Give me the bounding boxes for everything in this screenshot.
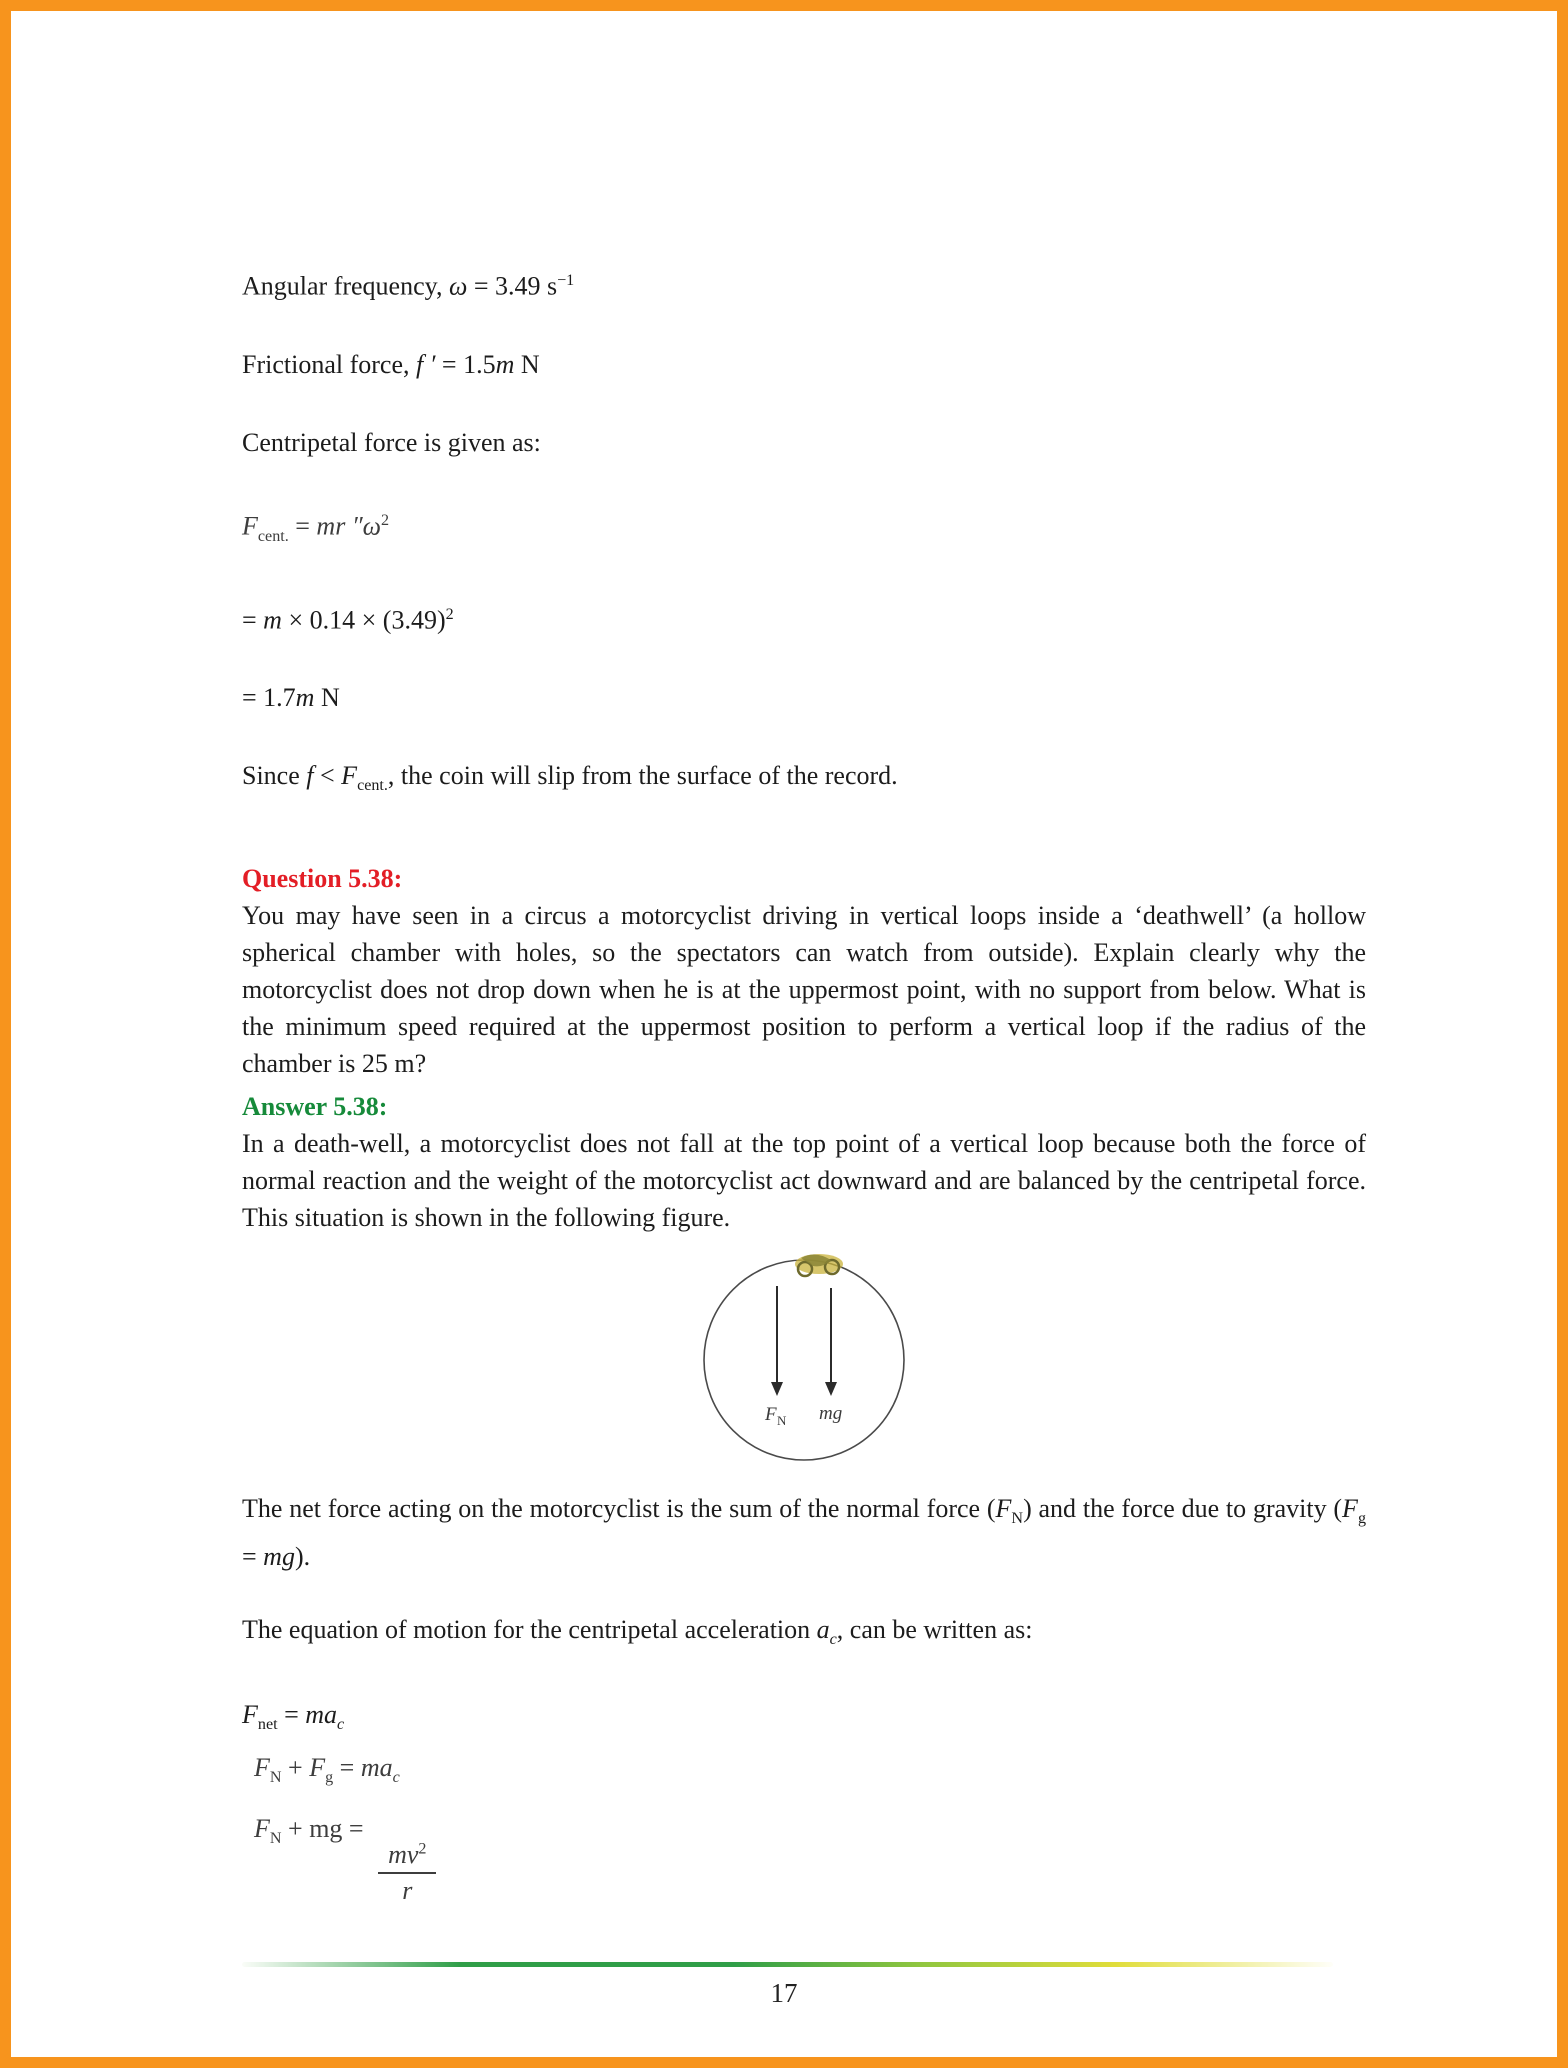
math-var-f: f ′ xyxy=(416,349,436,379)
math-var-m: m xyxy=(263,605,282,635)
text-fragment: + mg = xyxy=(281,1814,371,1844)
fraction-numerator xyxy=(378,1840,436,1874)
text-fragment: ). xyxy=(294,1541,311,1571)
equation-centripetal xyxy=(242,502,1366,555)
centripetal-intro-line: Centripetal force is given as: xyxy=(242,427,541,457)
math-var-mv: mv xyxy=(388,1840,419,1870)
conclusion-line xyxy=(242,757,1366,804)
superscript: 2 xyxy=(445,605,454,623)
subscript xyxy=(393,1769,400,1786)
text-fragment: , can be written as: xyxy=(836,1614,1033,1644)
question-body: You may have seen in a circus a motorcyclist driving in vertical loops inside a ‘deathwell’ (a hollow spherical chamber with holes, so the spectators can watch from outside). Explain clearly why the motorcyclist does not drop down when he is at the uppermost point, with no support from below. What is the minimum speed required at the uppermost position to perform a vertical loop if the radius of the chamber is 25 m? xyxy=(242,901,1366,1079)
motorcycle-sketch xyxy=(795,1254,843,1276)
angular-frequency-line xyxy=(242,262,1366,305)
math-var-ma: ma xyxy=(305,1699,338,1729)
subscript: net xyxy=(257,1715,278,1733)
frictional-force-line xyxy=(242,346,1366,383)
text-fragment: Since xyxy=(242,761,307,791)
fn-label: F xyxy=(765,1404,777,1426)
page-content xyxy=(242,0,1366,1906)
answer-body: In a death-well, a motorcyclist does not fall at the top point of a vertical loop because both the force of normal reaction and the weight of the motorcyclist act downward and are balanced by the centripetal force. This situation is shown in the following figure. xyxy=(242,1129,1366,1233)
math-var-r: r xyxy=(402,1875,413,1905)
math-var-F: F xyxy=(254,1752,270,1782)
text-fragment: = 1.7 xyxy=(242,683,296,713)
text-fragment: Frictional force, xyxy=(242,349,416,379)
equation-result xyxy=(242,679,1366,716)
force-arrowhead-fn xyxy=(771,1382,783,1396)
footer-divider-rule xyxy=(242,1962,1333,1967)
math-expr: mr ″ω xyxy=(316,511,382,541)
text-fragment: + xyxy=(281,1752,310,1782)
math-var-m: m xyxy=(495,349,515,379)
math-var-F: F xyxy=(1342,1494,1358,1524)
subscript: g xyxy=(325,1769,334,1787)
subscript xyxy=(830,1631,837,1648)
subscript: cent. xyxy=(357,777,388,795)
text-fragment: N xyxy=(514,349,540,379)
deathwell-figure xyxy=(669,1242,939,1480)
subscript: N xyxy=(1011,1510,1024,1528)
netforce-paragraph xyxy=(242,1490,1366,1574)
subscript: N xyxy=(269,1830,282,1848)
text-fragment: = xyxy=(333,1752,361,1782)
math-var-omega: ω xyxy=(448,271,468,301)
math-sub-c: c xyxy=(337,1715,345,1733)
math-var-F: F xyxy=(309,1752,326,1782)
text-fragment: The net force acting on the motorcyclist is the sum of the normal force ( xyxy=(242,1494,996,1524)
question-heading: Question 5.38: xyxy=(242,864,403,894)
mg-label: mg xyxy=(819,1403,843,1425)
math-var-f: f xyxy=(306,761,314,791)
superscript: 2 xyxy=(418,1840,427,1858)
deathwell-figure-svg xyxy=(669,1242,939,1470)
text-fragment: , the coin will slip from the surface of the record. xyxy=(387,761,898,791)
superscript: −1 xyxy=(557,272,575,289)
text-fragment: = xyxy=(242,1541,264,1571)
superscript: 2 xyxy=(381,511,390,529)
math-sub-c: c xyxy=(829,1630,837,1648)
equation-force-sum xyxy=(242,1749,1366,1796)
math-var-F: F xyxy=(341,761,358,791)
text-fragment: Angular frequency, xyxy=(242,271,449,301)
fraction-denominator xyxy=(402,1874,412,1906)
force-arrowhead-mg xyxy=(825,1382,837,1396)
math-var-ma: ma xyxy=(360,1752,393,1782)
equation-fnet xyxy=(242,1696,1366,1743)
text-fragment: = xyxy=(242,605,264,635)
math-var-F: F xyxy=(995,1494,1012,1524)
text-fragment: ) and the force due to gravity ( xyxy=(1023,1494,1343,1524)
text-fragment: < xyxy=(313,761,342,791)
subscript: N xyxy=(269,1769,282,1787)
text-fragment: = 1.5 xyxy=(435,349,496,379)
text-fragment: = 3.49 s xyxy=(467,271,558,301)
motion-paragraph xyxy=(242,1611,1366,1658)
math-var-mg: mg xyxy=(263,1541,295,1571)
chamber-circle xyxy=(704,1260,904,1460)
subscript xyxy=(337,1716,344,1733)
text-fragment: N xyxy=(314,683,340,713)
fraction xyxy=(378,1840,436,1906)
subscript: g xyxy=(1357,1510,1366,1528)
math-var-m: m xyxy=(295,683,315,713)
text-fragment: = xyxy=(277,1699,306,1729)
equation-fraction xyxy=(242,1810,1366,1906)
math-var-F: F xyxy=(254,1814,270,1844)
fn-label-sub: N xyxy=(777,1413,787,1429)
text-fragment: = xyxy=(288,511,317,541)
text-fragment: The equation of motion for the centripetal acceleration xyxy=(242,1614,817,1644)
equation-substitution xyxy=(242,596,1366,639)
subscript: cent. xyxy=(257,527,289,545)
answer-heading: Answer 5.38: xyxy=(242,1092,388,1122)
math-var-F: F xyxy=(242,511,258,541)
text-fragment: × 0.14 × (3.49) xyxy=(281,605,446,635)
math-sub-c: c xyxy=(392,1769,400,1787)
page-number: 17 xyxy=(770,1978,798,2008)
math-var-F: F xyxy=(242,1699,258,1729)
math-var-a: a xyxy=(816,1614,830,1644)
